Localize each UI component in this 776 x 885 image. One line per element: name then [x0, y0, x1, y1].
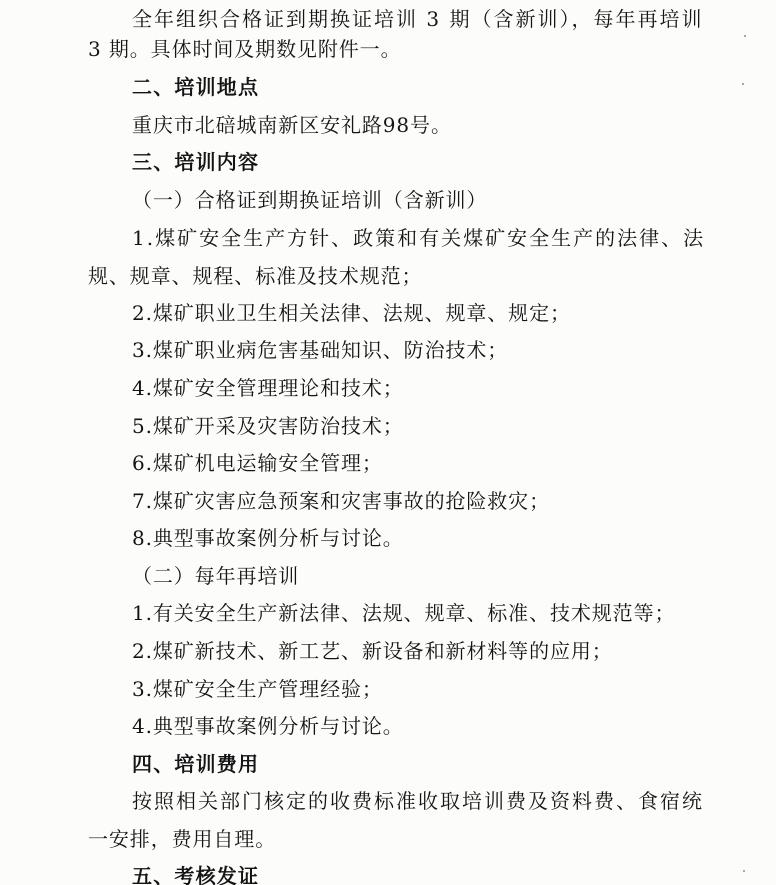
scan-speck — [742, 83, 744, 85]
paragraph-line: 重庆市北碚城南新区安礼路98号。 — [132, 113, 452, 137]
section-heading-content: 三、培训内容 — [132, 150, 260, 174]
list-item: 2.煤矿职业卫生相关法律、法规、规章、规定； — [132, 301, 571, 325]
section-heading-location: 二、培训地点 — [132, 75, 260, 99]
list-item: 3.煤矿职业病危害基础知识、防治技术； — [132, 338, 509, 362]
subsection-heading: （二）每年再培训 — [132, 564, 300, 588]
list-item: 1.煤矿安全生产方针、政策和有关煤矿安全生产的法律、法 — [132, 226, 706, 250]
section-heading-certification: 五、考核发证 — [132, 864, 260, 885]
list-item-continuation: 规、规章、规程、标准及技术规范； — [88, 264, 423, 288]
paragraph-line: 全年组织合格证到期换证培训 3 期（含新训），每年再培训 — [132, 7, 704, 31]
list-item: 6.煤矿机电运输安全管理； — [132, 451, 383, 475]
list-item: 7.煤矿灾害应急预案和灾害事故的抢险救灾； — [132, 489, 550, 513]
list-item: 1.有关安全生产新法律、法规、规章、标准、技术规范等； — [132, 601, 676, 625]
list-item: 3.煤矿安全生产管理经验； — [132, 677, 383, 701]
subsection-heading: （一）合格证到期换证培训（含新训） — [132, 188, 488, 212]
scan-speck — [743, 870, 745, 872]
list-item: 2.煤矿新技术、新工艺、新设备和新材料等的应用； — [132, 639, 613, 663]
list-item: 4.煤矿安全管理理论和技术； — [132, 376, 404, 400]
list-item: 8.典型事故案例分析与讨论。 — [132, 526, 404, 550]
paragraph-line: 一安排，费用自理。 — [88, 827, 277, 851]
paragraph-line: 按照相关部门核定的收费标准收取培训费及资料费、食宿统 — [132, 789, 704, 813]
section-heading-fees: 四、培训费用 — [132, 752, 260, 776]
scan-speck — [744, 35, 746, 37]
list-item: 4.典型事故案例分析与讨论。 — [132, 714, 404, 738]
paragraph-line: 3 期。具体时间及期数见附件一。 — [88, 37, 402, 61]
list-item: 5.煤矿开采及灾害防治技术； — [132, 414, 404, 438]
